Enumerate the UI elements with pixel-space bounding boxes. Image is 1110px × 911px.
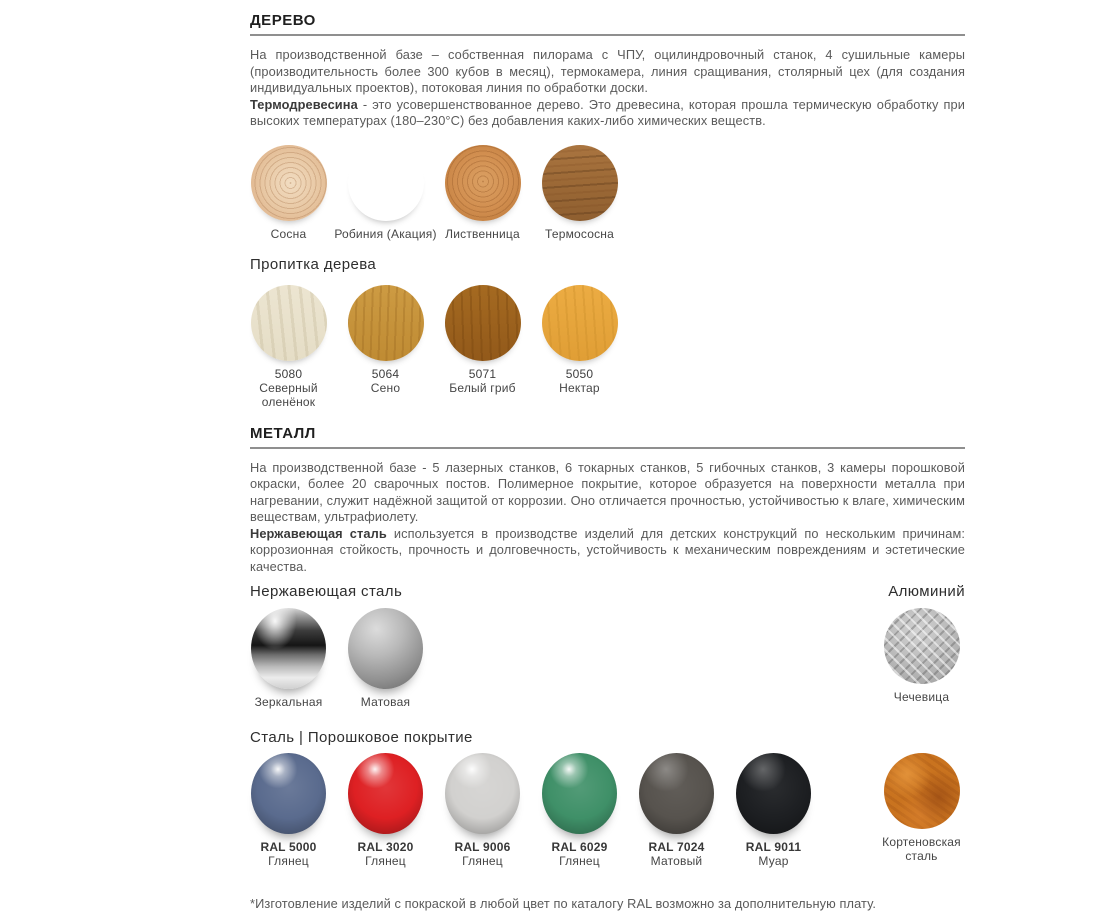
swatch-mirror-steel [240, 608, 337, 709]
swatch-label: Термососна [544, 226, 615, 241]
larch-wood-sample-image [445, 145, 521, 221]
wood-species-row [240, 145, 970, 241]
ral-5000-sample-image [251, 753, 326, 834]
powder-coating-title: Сталь | Порошковое покрытие [250, 729, 473, 746]
swatch-corten-steel [873, 753, 970, 868]
ral-7024-sample-image [639, 753, 714, 834]
robinia-wood-sample-image [348, 145, 424, 221]
impregnation-5080-sample-image [251, 285, 327, 361]
swatch-label: Лиственница [445, 226, 520, 241]
ral-3020-sample-image [348, 753, 423, 834]
swatch-label: RAL 9006 Глянец [454, 840, 511, 868]
wood-impregnation-row [240, 285, 970, 409]
thermopine-wood-sample-image [542, 145, 618, 221]
materials-page [250, 12, 965, 911]
swatch-label: 5050 Нектар [559, 366, 600, 395]
swatch-thermopine [531, 145, 628, 241]
swatch-ral-9011 [725, 753, 822, 868]
impregnation-5064-sample-image [348, 285, 424, 361]
swatch-label: 5080 Северный оленёнок [259, 366, 318, 409]
metal-paragraph-2 [250, 526, 965, 576]
ral-9011-sample-image [736, 753, 811, 834]
swatch-label: 5064 Сено [370, 366, 401, 395]
swatch-label: RAL 5000 Глянец [260, 840, 317, 868]
wood-paragraph-2-text: - это усовершенствованное дерево. Это древесина, которая прошла термическую обработку при высоких температурах (180–230°С) без добавления каких-либо химических веществ. [250, 96, 965, 128]
wood-paragraph-1-text: На производственной базе – собственная пилорама с ЧПУ, оцилиндровочный станок, 4 сушильные камеры (производительность более 300 кубов в месяц), термокамера, линия сращивания, столярный цех (для создания индивидуальных проектов), потоковая линия по обработки доски. [250, 47, 965, 95]
swatch-label: Зеркальная [254, 695, 323, 709]
wood-paragraph-2-term: Термодревесина [250, 96, 358, 112]
matte-steel-sample-image [348, 608, 423, 689]
impregnation-5050-sample-image [542, 285, 618, 361]
swatch-label: RAL 7024 Матовый [648, 840, 705, 868]
swatch-label: Матовая [360, 695, 411, 709]
stainless-aluminum-row [240, 608, 970, 709]
swatch-5050 [531, 285, 628, 409]
metal-paragraph-1-text: На производственной базе - 5 лазерных станков, 6 токарных станков, 5 гибочных станков, 3 камеры порошковой окраски, более 20 сварочных постов. Полимерное покрытие, которое образуется на поверхности металла при нагревании, служит надёжной защитой от коррозии. Оно отличается прочностью, устойчивостью к влаге, химическим веществам, ультрафиолету. [250, 459, 965, 524]
metal-section-title: МЕТАЛЛ [250, 425, 965, 449]
stainless-steel-title: Нержавеющая сталь [250, 583, 403, 600]
wood-paragraph-1 [250, 47, 965, 97]
swatch-label: RAL 6029 Глянец [551, 840, 608, 868]
mirror-steel-sample-image [251, 608, 326, 689]
metal-paragraph-2-term: Нержавеющая сталь [250, 525, 387, 541]
stainless-aluminum-headings [250, 583, 965, 600]
ral-footnote: *Изготовление изделий с покраской в любой цвет по каталогу RAL возможно за дополнительную плату. [250, 896, 877, 911]
metal-paragraph-2-text: используется в производстве изделий для детских конструкций по нескольким причинам: коррозионная стойкость, прочность и долговечность, устойчивость к механическим повреждениям и эстетические качества. [250, 525, 965, 574]
ral-6029-sample-image [542, 753, 617, 834]
corten-steel-sample-image [884, 753, 960, 829]
impregnation-title: Пропитка дерева [250, 255, 377, 273]
ral-9006-sample-image [445, 753, 520, 834]
swatch-aluminum-lentil [873, 608, 970, 709]
powder-coating-row [240, 753, 970, 868]
swatch-label: Робиния (Акация) [334, 226, 437, 241]
wood-paragraph-2 [250, 97, 965, 130]
impregnation-5071-sample-image [445, 285, 521, 361]
swatch-label: Сосна [270, 226, 307, 241]
swatch-matte-steel [337, 608, 434, 709]
swatch-label: Кортеновская сталь [882, 835, 961, 863]
swatch-label: Чечевица [893, 690, 950, 704]
metal-paragraphs [250, 460, 965, 576]
swatch-label: RAL 9011 Муар [745, 840, 802, 868]
swatch-label: RAL 3020 Глянец [357, 840, 414, 868]
swatch-label: 5071 Белый гриб [449, 366, 516, 395]
metal-paragraph-1 [250, 460, 965, 526]
wood-section-title: ДЕРЕВО [250, 12, 965, 36]
pine-wood-sample-image [251, 145, 327, 221]
aluminum-checker-plate-sample-image [884, 608, 960, 684]
aluminum-title: Алюминий [888, 583, 965, 600]
